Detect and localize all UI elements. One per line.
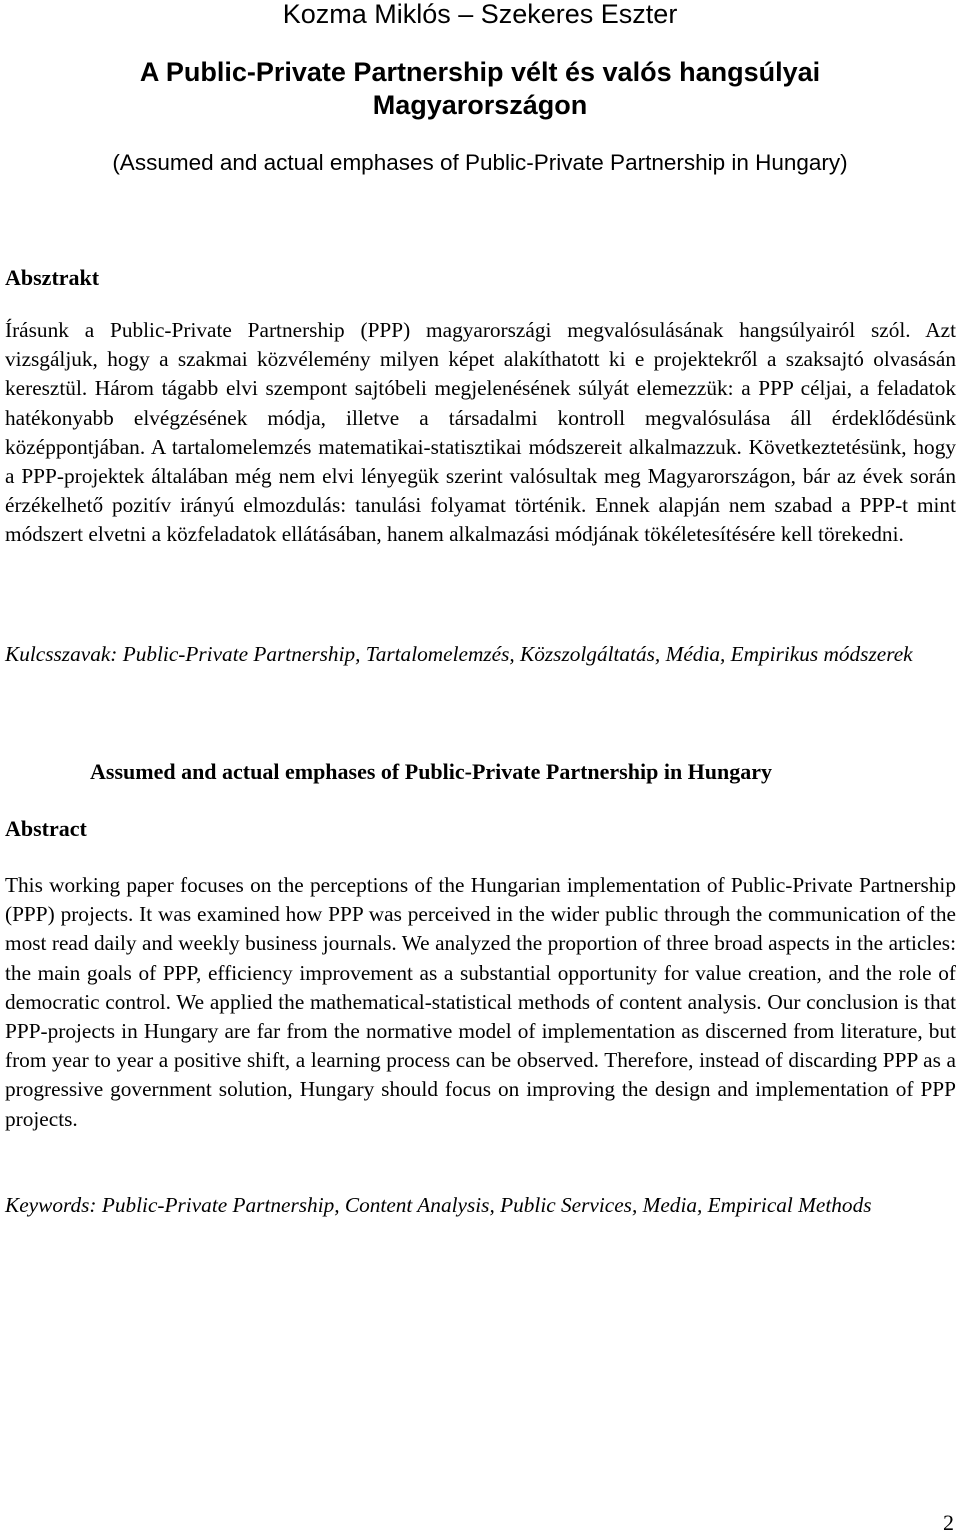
english-keywords: Keywords: Public-Private Partnership, Content Analysis, Public Services, Media, Empirical Methods [5,1193,872,1217]
paper-title-english-parenthetical: (Assumed and actual emphases of Public-Private Partnership in Hungary) [112,150,848,175]
paper-title-hungarian: A Public-Private Partnership vélt és valós hangsúlyai Magyarországon [139,57,821,120]
page-number: 2 [943,1510,954,1535]
abstract-heading: Abstract [5,816,87,841]
authors: Kozma Miklós – Szekeres Eszter [282,0,678,29]
hungarian-keywords: Kulcsszavak: Public-Private Partnership, Tartalomelemzés, Közszolgáltatás, Média, Empirikus módszerek [5,642,913,666]
english-abstract-paragraph: This working paper focuses on the perceptions of the Hungarian implementation of Public-Private Partnership (PPP) projects. It was examined how PPP was perceived in the wider public through the communication of the most read daily and weekly business journals. We analyzed the proportion of three broad aspects in the articles: the main goals of PPP, efficiency improvement as a substantial opportunity for value creation, and the role of democratic control. We applied the mathematical-statistical methods of content analysis. Our conclusion is that PPP-projects in Hungary are far from the normative model of implementation as discerned from literature, but from year to year a positive shift, a learning process can be observed. Therefore, instead of discarding PPP as a progressive government solution, Hungary should focus on improving the design and implementation of PPP projects. [5,873,956,1131]
absztrakt-heading: Absztrakt [5,265,100,290]
hungarian-abstract-paragraph: Írásunk a Public-Private Partnership (PPP) magyarországi megvalósulásának hangsúlyairól szól. Azt vizsgáljuk, hogy a szakmai közvélemény milyen képet alakíthatott ki e projektekről a szaksajtó olvasásán keresztül. Három tágabb elvi szempont sajtóbeli megjelenésének súlyát elemezzük: a PPP céljai, a feladatok hatékonyabb elvégzésének módja, illetve a társadalmi kontroll megvalósulása áll érdeklődésünk középpontjában. A tartalomelemzés matematikai-statisztikai módszereit alkalmazzuk. Következtetésünk, hogy a PPP-projektek általában még nem elvi lényegük szerint valósultak meg Magyarországon, bár az évek során érzékelhető pozitív irányú elmozdulás: tanulási folyamat történik. Ennek alapján nem szabad a PPP-t mint módszert elvetni a közfeladatok ellátásában, hanem alkalmazási módjának tökéletesítésére kell törekedni. [5,318,956,547]
english-title: Assumed and actual emphases of Public-Private Partnership in Hungary [90,759,773,784]
